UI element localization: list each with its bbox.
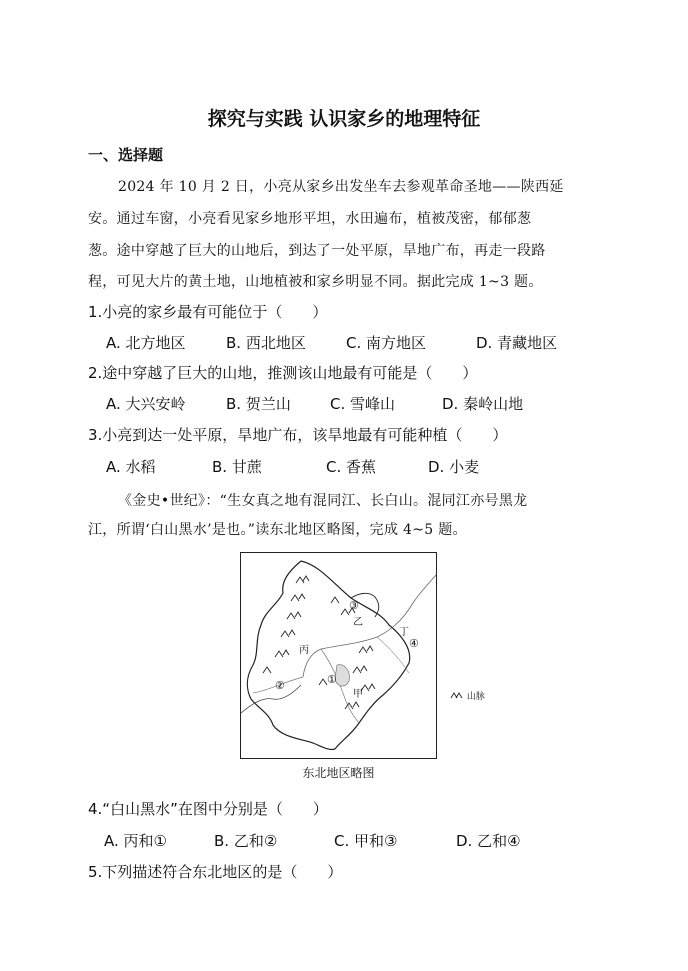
passage1-line: 2024 年 10 月 2 日，小亮从家乡出发坐车去参观革命圣地——陕西延 [118, 179, 564, 195]
q4-option-d: D. 乙和④ [456, 832, 521, 850]
q2-option-b: B. 贺兰山 [226, 395, 291, 413]
map-label-ding: 丁 [399, 627, 409, 638]
q2-option-c: C. 雪峰山 [330, 395, 396, 413]
map-label-yi: 乙 [353, 617, 363, 628]
q3-option-b: B. 甘蔗 [212, 458, 262, 476]
question-5-stem: 5.下列描述符合东北地区的是（ ） [88, 863, 343, 881]
map-legend [450, 689, 485, 702]
q3-option-a: A. 水稻 [106, 458, 156, 476]
map-label-jia: 甲 [353, 689, 363, 700]
question-1-stem: 1.小亮的家乡最有可能位于（ ） [88, 303, 328, 321]
question-3-stem: 3.小亮到达一处平原，旱地广布，该旱地最有可能种植（ ） [88, 426, 508, 444]
q4-option-a: A. 丙和① [104, 832, 167, 850]
mountain-icon [450, 691, 464, 702]
passage1-line: 葱。途中穿越了巨大的山地后，到达了一处平原，旱地广布，再走一段路 [88, 243, 546, 259]
q2-option-a: A. 大兴安岭 [106, 395, 186, 413]
passage1-line: 程，可见大片的黄土地，山地植被和家乡明显不同。据此完成 1~3 题。 [88, 274, 543, 290]
section-heading: 一、选择题 [88, 146, 164, 164]
q1-option-d: D. 青藏地区 [476, 334, 558, 352]
q4-option-b: B. 乙和② [214, 832, 278, 850]
map-label-3: ③ [349, 599, 359, 612]
legend-label: 山脉 [466, 692, 485, 702]
question-4-stem: 4.“白山黑水”在图中分别是（ ） [88, 800, 328, 818]
passage2-line: 江，所谓‘白山黑水’是也。”读东北地区略图，完成 4~5 题。 [88, 522, 467, 538]
map-caption: 东北地区略图 [302, 766, 375, 780]
map-label-1: ① [327, 673, 337, 686]
passage1-line: 安。通过车窗，小亮看见家乡地形平坦，水田遍布，植被茂密，郁郁葱 [88, 211, 532, 227]
map-drawing [241, 553, 436, 758]
q1-option-a: A. 北方地区 [106, 334, 186, 352]
q4-option-c: C. 甲和③ [334, 832, 398, 850]
map-label-2: ② [275, 679, 285, 692]
map-label-4: ④ [409, 637, 419, 650]
q3-option-c: C. 香蕉 [326, 458, 377, 476]
passage2-line: 《金史•世纪》：“生女真之地有混同江、长白山。混同江亦号黑龙 [118, 493, 528, 509]
q1-option-c: C. 南方地区 [346, 334, 427, 352]
page-title: 探究与实践 认识家乡的地理特征 [207, 108, 481, 130]
q3-option-d: D. 小麦 [428, 458, 480, 476]
q1-option-b: B. 西北地区 [226, 334, 306, 352]
question-2-stem: 2.途中穿越了巨大的山地，推测该山地最有可能是（ ） [88, 364, 478, 382]
map-label-bing: 丙 [299, 645, 309, 656]
q2-option-d: D. 秦岭山地 [442, 395, 524, 413]
northeast-map [240, 552, 437, 759]
